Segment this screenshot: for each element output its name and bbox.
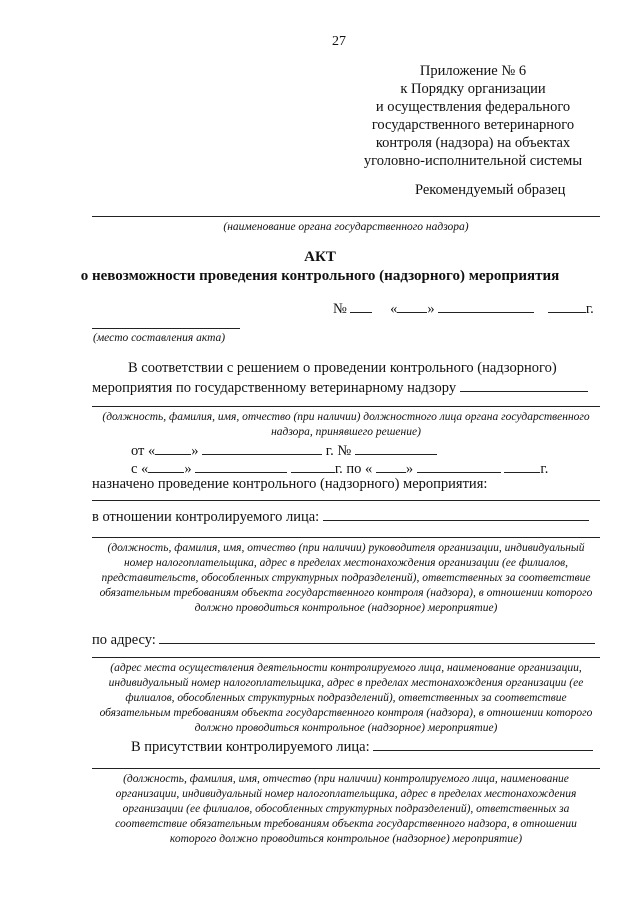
presence-row (131, 737, 593, 756)
controlled-person-hint: (должность, фамилия, имя, отчество (при наличии) руководителя организации, индивидуальный номер налогоплательщика, адрес в пределах местонахождения организации (ее филиалов, представительств, обособленных структурных подразделений), ответственных за соответствие обязательным требованиям объекта государственного контроля (надзора), в отношении которого должно проводиться контрольное (надзорное) мероприятие) (99, 542, 593, 614)
period-to: г. по « (334, 461, 373, 477)
act-day-field[interactable] (397, 299, 427, 313)
period-start-day-field[interactable] (148, 459, 184, 473)
controlled-person-line[interactable] (92, 537, 600, 538)
from-day-field[interactable] (155, 441, 191, 455)
presence-hint: (должность, фамилия, имя, отчество (при наличии) контролируемого лица, наименование организации, индивидуальный номер налогоплательщика, адрес в пределах местонахождения организации (ее филиалов, обособленных структурных подразделений), ответственных за соответствие обязательным требованиям объекта государственного надзора, в отношении которого должно проводиться контрольное (надзорное) мероприятие) (115, 773, 577, 845)
authority-line[interactable] (92, 216, 600, 217)
presence-field[interactable] (373, 737, 593, 751)
appendix-line: Приложение № 6 (419, 63, 527, 79)
place-hint: (место составления акта) (93, 332, 226, 344)
decision-line-1: В соответствии с решением о проведении контрольного (надзорного) (128, 360, 557, 376)
controlled-person-field[interactable] (323, 507, 589, 521)
appendix-line: к Порядку организации (400, 81, 546, 97)
presence-label: В присутствии контролируемого лица: (131, 739, 370, 755)
act-number-field[interactable] (350, 299, 372, 313)
address-row (92, 630, 595, 649)
from-row (131, 441, 437, 460)
appendix-block (358, 62, 588, 170)
from-prefix: от « (131, 443, 156, 459)
page-number: 27 (332, 34, 346, 49)
assigned-text: назначено проведение контрольного (надзорного) мероприятия: (92, 476, 488, 492)
controlled-person-row (92, 507, 589, 526)
period-end-year-field[interactable] (504, 459, 540, 473)
assigned-line[interactable] (92, 500, 600, 501)
period-start-month-field[interactable] (195, 459, 287, 473)
quote-close: » (427, 301, 435, 317)
decision-number-field[interactable] (355, 441, 437, 455)
decision-text: мероприятия по государственному ветеринарному надзору (92, 380, 457, 396)
period-end-day-field[interactable] (376, 459, 406, 473)
appendix-line: государственного ветеринарного (371, 117, 575, 133)
address-hint: (адрес места осуществления деятельности контролируемого лица, наименование организации, индивидуальный номер налогоплательщика, адрес в пределах местонахождения организации (ее филиалов, обособленных структурных подразделений), ответственных за соответствие обязательным требованиям объекта государственного контроля (надзора), в отношении которого должно проводиться контрольное (надзорное) мероприятие) (99, 662, 593, 734)
act-title: АКТ (304, 249, 336, 265)
period-close: » (184, 461, 192, 477)
address-label: по адресу: (92, 632, 156, 648)
presence-line[interactable] (92, 768, 600, 769)
from-month-field[interactable] (202, 441, 322, 455)
period-year: г. (540, 461, 549, 477)
appendix-line: уголовно-исполнительной системы (363, 153, 583, 169)
number-row (333, 299, 594, 318)
period-prefix: с « (131, 461, 149, 477)
act-month-field[interactable] (438, 299, 534, 313)
number-label: № (333, 301, 347, 317)
place-line[interactable] (92, 328, 240, 329)
address-field[interactable] (159, 630, 595, 644)
address-line[interactable] (92, 657, 600, 658)
act-subtitle: о невозможности проведения контрольного (надзорного) мероприятия (80, 268, 560, 284)
from-close: » (191, 443, 199, 459)
authority-hint: (наименование органа государственного надзора) (223, 221, 469, 233)
period-close-2: » (405, 461, 414, 477)
decision-field[interactable] (460, 378, 588, 392)
official-hint: (должность, фамилия, имя, отчество (при наличии) должностного лица органа государственного надзора, принявшего решение) (102, 411, 590, 438)
appendix-line: и осуществления федерального (375, 99, 571, 115)
from-year-no: г. № (325, 443, 352, 459)
year-label: г. (585, 301, 594, 317)
recommended-sample: Рекомендуемый образец (415, 182, 566, 198)
controlled-person-label: в отношении контролируемого лица: (92, 509, 320, 525)
decision-line-2 (92, 378, 588, 397)
official-line[interactable] (92, 406, 600, 407)
act-year-field[interactable] (548, 299, 586, 313)
appendix-line: контроля (надзора) на объектах (375, 135, 571, 151)
period-end-month-field[interactable] (417, 459, 501, 473)
quote-open: « (390, 301, 398, 317)
period-start-year-field[interactable] (291, 459, 335, 473)
